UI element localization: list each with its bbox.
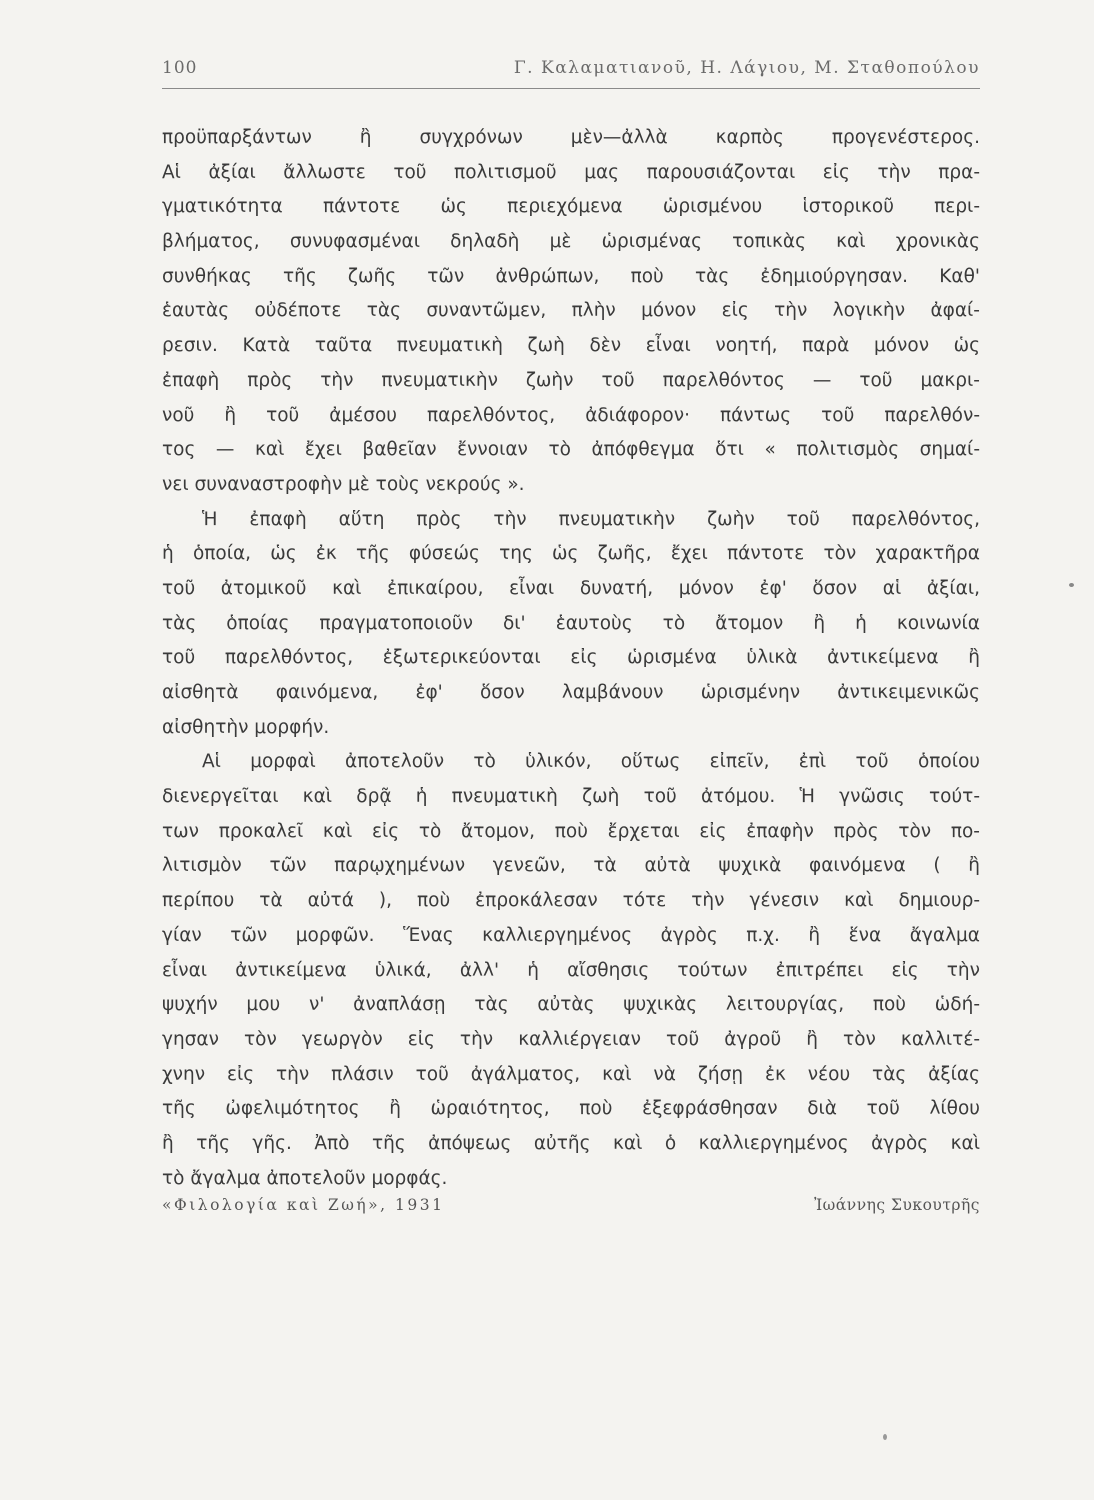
running-head: Γ. Καλαματιανοῦ, Η. Λάγιου, Μ. Σταθοπούλου <box>513 58 980 78</box>
text-line: διενεργεῖται καὶ δρᾷ ἡ πνευματικὴ ζωὴ τοῦ ἀτόμου. Ἡ γνῶσις τούτ- <box>162 786 980 808</box>
text-line: αἰσθητὰ φαινόμενα, ἐφ' ὅσον λαμβάνουν ὡρισμένην ἀντικειμενικῶς <box>162 682 980 703</box>
body-text <box>162 121 980 1196</box>
text-line: γησαν τὸν γεωργὸν εἰς τὴν καλλιέργειαν τοῦ ἀγροῦ ἢ τὸν καλλιτέ- <box>162 1028 980 1050</box>
text-line: ἑαυτὰς οὐδέποτε τὰς συναντῶμεν, πλὴν μόνον εἰς τὴν λογικὴν ἀφαί- <box>162 300 980 322</box>
text-line: ἢ τῆς γῆς. Ἀπὸ τῆς ἀπόψεως αὐτῆς καὶ ὁ καλλιεργημένος ἀγρὸς καὶ <box>162 1132 980 1154</box>
text-line: περίπου τὰ αὐτά ), ποὺ ἐπροκάλεσαν τότε τὴν γένεσιν καὶ δημιουρ- <box>162 890 980 912</box>
text-line: τοῦ ἀτομικοῦ καὶ ἐπικαίρου, εἶναι δυνατή, μόνον ἐφ' ὅσον αἱ ἀξίαι, <box>162 577 980 599</box>
paragraph <box>162 121 980 503</box>
text-line: λιτισμὸν τῶν παρῳχημένων γενεῶν, τὰ αὐτὰ ψυχικὰ φαινόμενα ( ἢ <box>162 855 980 877</box>
text-line: τος — καὶ ἔχει βαθεῖαν ἔννοιαν τὸ ἀπόφθεγμα ὅτι « πολιτισμὸς σημαί- <box>162 439 980 461</box>
text-line: γίαν τῶν μορφῶν. Ἕνας καλλιεργημένος ἀγρὸς π.χ. ἢ ἕνα ἄγαλμα <box>162 924 980 946</box>
text-line: τὰς ὁποίας πραγματοποιοῦν δι' ἑαυτοὺς τὸ ἄτομον ἢ ἡ κοινωνία <box>162 612 980 634</box>
text-line: αἰσθητὴν μορφήν. <box>162 716 330 738</box>
paper-speck <box>1069 583 1074 587</box>
text-line: Αἱ ἀξίαι ἄλλωστε τοῦ πολιτισμοῦ μας παρουσιάζονται εἰς τὴν πρα- <box>162 161 980 183</box>
text-line: συνθήκας τῆς ζωῆς τῶν ἀνθρώπων, ποὺ τὰς ἐδημιούργησαν. Καθ' <box>162 265 980 287</box>
text-line: ἐπαφὴ πρὸς τὴν πνευματικὴν ζωὴν τοῦ παρελθόντος — τοῦ μακρι- <box>162 369 980 391</box>
text-line: των προκαλεῖ καὶ εἰς τὸ ἄτομον, ποὺ ἔρχεται εἰς ἐπαφὴν πρὸς τὸν πο- <box>162 820 980 842</box>
text-line: ἡ ὁποία, ὡς ἐκ τῆς φύσεώς της ὡς ζωῆς, ἔχει πάντοτε τὸν χαρακτῆρα <box>162 543 980 565</box>
text-line: Ἡ ἐπαφὴ αὕτη πρὸς τὴν πνευματικὴν ζωὴν τοῦ παρελθόντος, <box>202 508 980 530</box>
text-line: ρεσιν. Κατὰ ταῦτα πνευματικὴ ζωὴ δὲν εἶναι νοητή, παρὰ μόνον ὡς <box>162 335 980 357</box>
text-line: χνην εἰς τὴν πλάσιν τοῦ ἀγάλματος, καὶ νὰ ζήσῃ ἐκ νέου τὰς ἀξίας <box>162 1063 980 1085</box>
text-line: νει συναναστροφὴν μὲ τοὺς νεκρούς ». <box>162 473 525 495</box>
text-line: τοῦ παρελθόντος, ἐξωτερικεύονται εἰς ὡρισμένα ὑλικὰ ἀντικείμενα ἢ <box>162 647 980 669</box>
text-line: νοῦ ἢ τοῦ ἀμέσου παρελθόντος, ἀδιάφορον· πάντως τοῦ παρελθόν- <box>162 404 980 426</box>
page-number: 100 <box>162 58 198 78</box>
text-line: προϋπαρξάντων ἢ συγχρόνων μὲν—ἀλλὰ καρπὸς προγενέστερος. <box>162 127 980 148</box>
text-line: Αἱ μορφαὶ ἀποτελοῦν τὸ ὑλικόν, οὕτως εἰπεῖν, ἐπὶ τοῦ ὁποίου <box>202 751 980 773</box>
text-line: βλήματος, συνυφασμέναι δηλαδὴ μὲ ὡρισμένας τοπικὰς καὶ χρονικὰς <box>162 231 980 253</box>
paragraph <box>162 745 980 1196</box>
page-header <box>162 58 980 89</box>
text-line: γματικότητα πάντοτε ὡς περιεχόμενα ὡρισμένου ἱστορικοῦ περι- <box>162 196 980 218</box>
paper-speck <box>883 1434 887 1440</box>
paragraph <box>162 503 980 746</box>
text-line: τῆς ὠφελιμότητος ἢ ὡραιότητος, ποὺ ἐξεφράσθησαν διὰ τοῦ λίθου <box>162 1098 980 1120</box>
author-name: Ἰωάννης Συκουτρῆς <box>814 1196 980 1214</box>
text-line: ψυχήν μου ν' ἀναπλάσῃ τὰς αὐτὰς ψυχικὰς λειτουργίας, ποὺ ὡδή- <box>162 994 980 1016</box>
source-citation: «Φιλολογία καὶ Ζωή», 1931 <box>162 1196 445 1214</box>
text-line: τὸ ἄγαλμα ἀποτελοῦν μορφάς. <box>162 1167 448 1189</box>
signature-line <box>162 1196 980 1226</box>
text-line: εἶναι ἀντικείμενα ὑλικά, ἀλλ' ἡ αἴσθησις τούτων ἐπιτρέπει εἰς τὴν <box>162 959 980 981</box>
